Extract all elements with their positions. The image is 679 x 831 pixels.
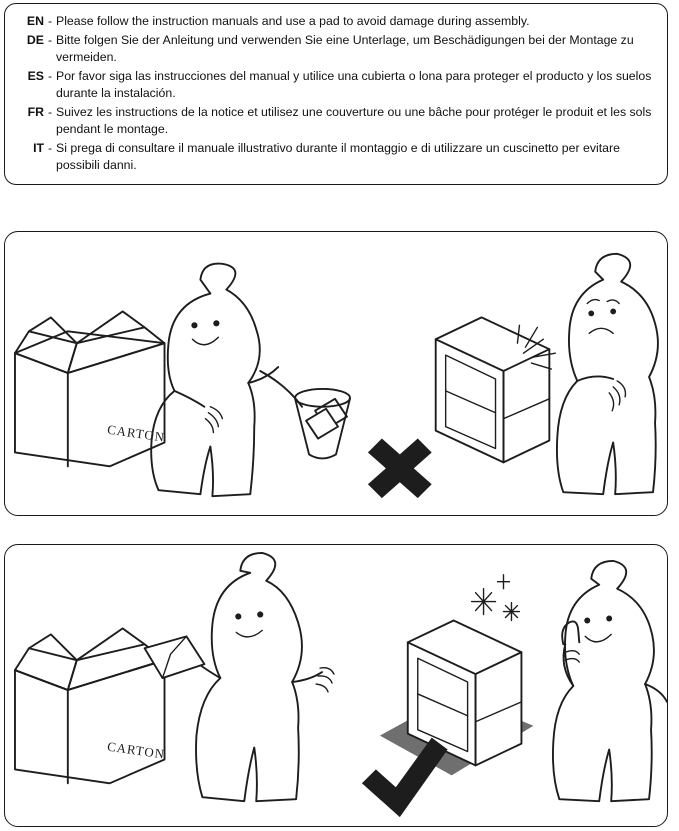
damaged-furniture-frame-icon bbox=[436, 317, 556, 462]
carton-box-icon bbox=[15, 311, 166, 466]
language-separator: - bbox=[47, 104, 53, 119]
language-separator: - bbox=[47, 14, 53, 28]
manual-pages-icon bbox=[145, 636, 205, 678]
sparkle-icon bbox=[472, 575, 520, 621]
instruction-text-panel bbox=[4, 3, 668, 185]
instruction-row-de bbox=[17, 32, 655, 67]
unhappy-person-icon bbox=[557, 254, 658, 494]
illustration-panel-wrong bbox=[4, 231, 668, 516]
carton-label: CARTON bbox=[106, 421, 167, 445]
instruction-row-fr bbox=[17, 104, 655, 139]
instruction-text-fr: Suivez les instructions de la notice et utilisez une couverture ou une bâche pour protéger le produit et les sols pendant le montage. bbox=[56, 104, 652, 136]
language-separator: - bbox=[47, 32, 53, 47]
instruction-text-it: Si prega di consultare il manuale illustrativo durante il montaggio e di utilizzare un cuscinetto per evitare possibili danni. bbox=[56, 140, 620, 172]
wrong-scene-illustration bbox=[5, 232, 667, 515]
illustration-panel-correct bbox=[4, 544, 668, 827]
instruction-text-en: Please follow the instruction manuals and use a pad to avoid damage during assembly. bbox=[56, 14, 530, 28]
language-code-en: EN bbox=[26, 14, 44, 28]
language-code-fr: FR bbox=[27, 104, 44, 119]
instruction-row-es bbox=[17, 68, 655, 103]
language-code-it: IT bbox=[33, 140, 44, 155]
check-mark-icon bbox=[362, 738, 448, 817]
carton-box-icon bbox=[15, 628, 166, 783]
cross-mark-icon bbox=[368, 439, 432, 499]
correct-scene-illustration bbox=[5, 545, 667, 826]
language-separator: - bbox=[47, 68, 53, 83]
language-separator: - bbox=[47, 140, 53, 155]
instruction-text-de: Bitte folgen Sie der Anleitung und verwenden Sie eine Unterlage, um Beschädigungen bei der Montage zu vermeiden. bbox=[56, 32, 634, 64]
carton-label: CARTON bbox=[106, 738, 167, 762]
language-code-de: DE bbox=[26, 32, 44, 47]
language-code-es: ES bbox=[27, 68, 44, 83]
instruction-row-en bbox=[17, 13, 655, 31]
instruction-text-es: Por favor siga las instrucciones del manual y utilice una cubierta o lona para proteger el producto y los suelos durante la instalación. bbox=[56, 68, 652, 100]
happy-person-thumbsup-icon bbox=[553, 561, 667, 801]
person-holding-manual-icon bbox=[145, 553, 334, 801]
instruction-row-it bbox=[17, 140, 655, 175]
person-discarding-manual-icon bbox=[151, 264, 278, 497]
